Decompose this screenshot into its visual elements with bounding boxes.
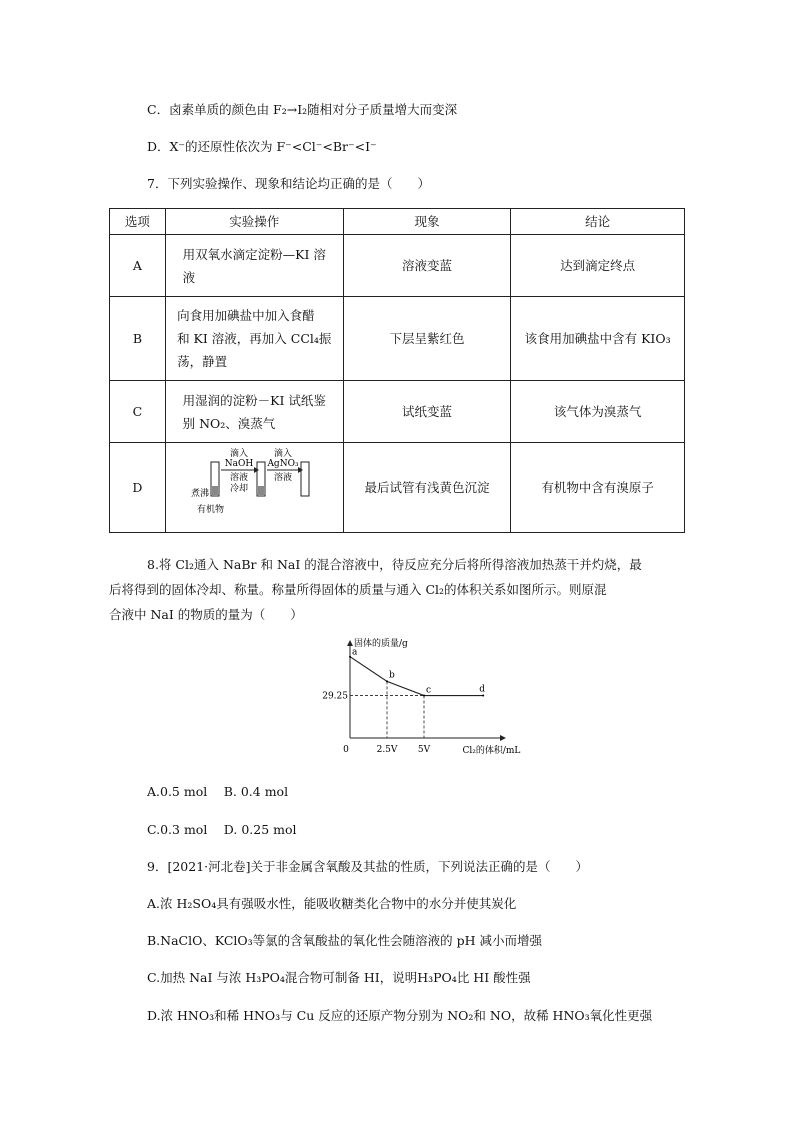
- data-point: [349, 656, 351, 658]
- diagram-label: AgNO₃: [267, 459, 299, 469]
- y-axis-label: 固体的质量/g: [354, 639, 408, 649]
- operation-cell: [165, 443, 343, 533]
- table-row: [110, 235, 685, 297]
- option-cell: D: [110, 443, 166, 533]
- data-point: [482, 695, 484, 697]
- header-cell: 选项: [110, 209, 166, 235]
- liquid-2: [258, 486, 264, 495]
- diagram-label: 滴入: [274, 449, 293, 459]
- q8-line: 合液中 NaI 的物质的量为（ ）: [109, 607, 303, 622]
- point-label: b: [389, 670, 395, 681]
- operation-line: 向食用加碘盐中加入食醋: [177, 308, 315, 323]
- header-cell: 结论: [511, 209, 685, 235]
- q9-stem: 9．[2021·河北卷]关于非金属含氧酸及其盐的性质，下列说法正确的是（ ）: [147, 859, 588, 874]
- option-cell: B: [110, 297, 166, 381]
- operation-line: 液: [182, 269, 196, 285]
- phenomenon-cell: 下层呈紫红色: [343, 297, 511, 381]
- x-tick-label: 5V: [417, 745, 431, 755]
- conclusion-cell: 达到滴定终点: [511, 235, 685, 297]
- q7-stem: 7．下列实验操作、现象和结论均正确的是（ ）: [147, 176, 430, 191]
- operation-line: 别 NO₂、溴蒸气: [182, 415, 276, 431]
- data-point: [423, 695, 425, 697]
- conclusion-cell: 该食用加碘盐中含有 KIO₃: [511, 297, 685, 381]
- q9-option-c: C.加热 NaI 与浓 H₃PO₄混合物可制备 HI，说明H₃PO₄比 HI 酸性强: [147, 970, 531, 985]
- operation-cell: [165, 381, 343, 443]
- q8-options-row-2: C.0.3 mol D. 0.25 mol: [147, 822, 297, 837]
- q6-option-d: D．X⁻的还原性依次为 F⁻<Cl⁻<Br⁻<I⁻: [147, 139, 377, 154]
- diagram-label: 冷却: [230, 484, 249, 494]
- x-axis-arrow: [500, 735, 506, 741]
- table-row: [110, 381, 685, 443]
- point-label: c: [426, 685, 432, 696]
- q9-option-b: B.NaClO、KClO₃等氯的含氧酸盐的氧化性会随溶液的 pH 减小而增强: [147, 933, 543, 948]
- operation-line: 荡，静置: [177, 354, 228, 369]
- q8-line: 后将得到的固体冷却、称量。称量所得固体的质量与通入 Cl₂的体积关系如图所示。则原混: [109, 582, 607, 597]
- q7-table: [109, 208, 685, 533]
- diagram-label: NaOH: [225, 459, 254, 469]
- option-cell: A: [110, 235, 166, 297]
- q8-stem: [109, 552, 689, 627]
- diagram-label: 溶液: [274, 473, 293, 483]
- q6-option-c: C．卤素单质的颜色由 F₂→I₂随相对分子质量增大而变深: [147, 102, 458, 117]
- table-row: [110, 297, 685, 381]
- operation-line: 和 KI 溶液，再加入 CCl₄振: [177, 331, 332, 346]
- phenomenon-cell: 溶液变蓝: [343, 235, 511, 297]
- q9-option-d: D.浓 HNO₃和稀 HNO₃与 Cu 反应的还原产物分别为 NO₂和 NO，故稀 HNO₃氧化性更强: [147, 1008, 653, 1023]
- conclusion-cell: 有机物中含有溴原子: [511, 443, 685, 533]
- point-label: a: [352, 647, 358, 658]
- mass-volume-chart: [318, 639, 521, 762]
- option-cell: C: [110, 381, 166, 443]
- data-point: [386, 680, 388, 682]
- table-header-row: [110, 209, 685, 235]
- header-cell: 现象: [343, 209, 511, 235]
- phenomenon-cell: 试纸变蓝: [343, 381, 511, 443]
- operation-line: 用湿润的淀粉－KI 试纸鉴: [182, 392, 326, 408]
- point-label: d: [479, 684, 485, 695]
- operation-line: 用双氧水滴定淀粉—KI 溶: [182, 246, 326, 262]
- test-tube-3: [301, 462, 309, 496]
- series-line: [350, 657, 483, 696]
- q8-line: 8.将 Cl₂通入 NaBr 和 NaI 的混合溶液中，待反应充分后将所得溶液加热蒸干并灼烧，最: [147, 557, 642, 572]
- diagram-label: 煮沸: [191, 489, 210, 499]
- conclusion-cell: 该气体为溴蒸气: [511, 381, 685, 443]
- operation-cell: [165, 297, 343, 381]
- diagram-label: 溶液: [230, 473, 249, 483]
- header-cell: 实验操作: [165, 209, 343, 235]
- operation-cell: [165, 235, 343, 297]
- experiment-diagram: [191, 444, 317, 524]
- y-tick-label: 29.25: [322, 691, 348, 702]
- x-tick-label: 0: [343, 745, 349, 755]
- diagram-label: 滴入: [230, 449, 249, 459]
- phenomenon-cell: 最后试管有浅黄色沉淀: [343, 443, 511, 533]
- table-row: [110, 443, 685, 533]
- y-axis-arrow: [347, 640, 353, 646]
- q8-options-row-1: A.0.5 mol B. 0.4 mol: [147, 784, 289, 799]
- q9-option-a: A.浓 H₂SO₄具有强吸水性，能吸收糖类化合物中的水分并使其炭化: [147, 896, 517, 911]
- x-tick-label: 2.5V: [376, 745, 398, 755]
- diagram-label: 有机物: [197, 505, 225, 515]
- x-axis-label: Cl₂的体积/mL: [462, 746, 521, 756]
- organic-liquid: [212, 486, 218, 495]
